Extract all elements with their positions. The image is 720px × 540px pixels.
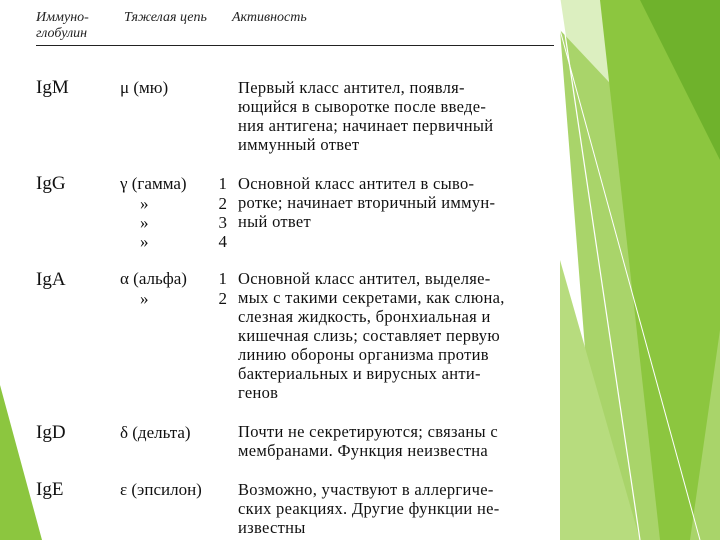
- row-igd-name: IgD: [36, 422, 66, 443]
- header-col3: Активность: [232, 10, 307, 25]
- table-header: [36, 10, 307, 42]
- row-igm-chain: μ (мю): [120, 78, 169, 97]
- activity-line: Возможно, участвуют в аллергиче-: [238, 480, 494, 499]
- row-ige-name: IgE: [36, 479, 64, 500]
- row-igm-activity: [238, 78, 560, 154]
- row-iga-activity: [238, 269, 560, 402]
- row-igd-chain: δ (дельта): [120, 423, 191, 442]
- activity-line: ющийся в сыворотке после введе-: [238, 97, 487, 116]
- header-rule: [36, 45, 554, 46]
- activity-line: ских реакциях. Другие функции не-: [238, 499, 500, 518]
- row-igg-subclass: 3: [218, 213, 227, 232]
- activity-line: линию обороны организма против: [238, 345, 489, 364]
- activity-line: известны: [238, 518, 306, 537]
- activity-line: ротке; начинает вторичный иммун-: [238, 193, 496, 212]
- row-igg-ditto: »: [140, 232, 149, 251]
- activity-line: ния антигена; начинает первичный: [238, 116, 494, 135]
- activity-line: кишечная слизь; составляет первую: [238, 326, 500, 345]
- header-col1-line2: глобулин: [36, 26, 88, 41]
- activity-line: Основной класс антител в сыво-: [238, 174, 475, 193]
- row-igd-activity: [238, 422, 560, 460]
- activity-line: мембранами. Функция неизвестна: [238, 441, 488, 460]
- row-igm-name: IgM: [36, 77, 69, 98]
- row-igg-subclass: 4: [218, 232, 227, 251]
- row-ige-chain: ε (эпсилон): [120, 480, 202, 499]
- header-col2: Тяжелая цепь: [124, 10, 207, 25]
- row-iga-chain: α (альфа): [120, 269, 187, 288]
- row-ige-activity: [238, 480, 560, 537]
- row-igg-subclass: 1: [218, 174, 227, 193]
- row-igg-subclass: 2: [218, 194, 227, 213]
- row-igg-activity: [238, 174, 560, 231]
- activity-line: мых с такими секретами, как слюна,: [238, 288, 505, 307]
- activity-line: Основной класс антител, выделяе-: [238, 269, 491, 288]
- row-igg-chain: γ (гамма): [120, 174, 187, 193]
- row-igg-ditto: »: [140, 213, 149, 232]
- activity-line: бактериальных и вирусных анти-: [238, 364, 481, 383]
- activity-line: слезная жидкость, бронхиальная и: [238, 307, 491, 326]
- row-iga-name: IgA: [36, 269, 66, 290]
- activity-line: ный ответ: [238, 212, 312, 231]
- row-iga-subclass: 2: [218, 289, 227, 308]
- header-col1-line1: Иммуно-: [36, 10, 89, 25]
- activity-line: иммунный ответ: [238, 135, 360, 154]
- activity-line: генов: [238, 383, 279, 402]
- row-igg-ditto: »: [140, 194, 149, 213]
- activity-line: Первый класс антител, появля-: [238, 78, 465, 97]
- row-igg-name: IgG: [36, 173, 66, 194]
- row-iga-ditto: »: [140, 289, 149, 308]
- activity-line: Почти не секретируются; связаны с: [238, 422, 498, 441]
- row-iga-subclass: 1: [218, 269, 227, 288]
